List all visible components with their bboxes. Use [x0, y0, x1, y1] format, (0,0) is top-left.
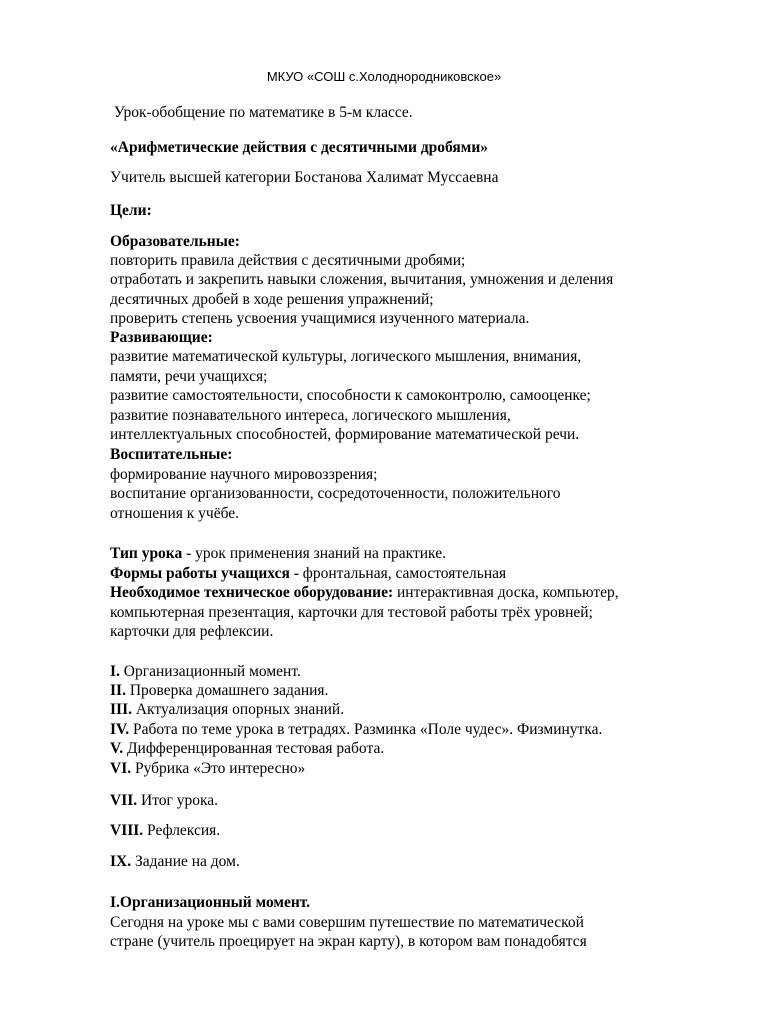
equipment: Необходимое техническое оборудование: интерактивная доска, компьютер,: [110, 584, 619, 601]
developing-line: развитие самостоятельности, способности к самоконтролю, самооценке;: [110, 387, 591, 404]
developing-line: интеллектуальных способностей, формирование математической речи.: [110, 426, 580, 443]
educational-heading: Образовательные:: [110, 233, 240, 250]
developing-line: памяти, речи учащихся;: [110, 368, 268, 385]
plan-item: IX. Задание на дом.: [110, 853, 240, 870]
school-header: МКУО «СОШ с.Холоднородниковское»: [266, 69, 502, 84]
plan-item: VI. Рубрика «Это интересно»: [110, 760, 306, 777]
upbringing-line: отношения к учёбе.: [110, 505, 240, 522]
developing-line: развитие познавательного интереса, логического мышления,: [110, 407, 511, 424]
educational-line: отработать и закрепить навыки сложения, вычитания, умножения и деления: [110, 271, 614, 288]
lesson-type: Тип урока - урок применения знаний на практике.: [110, 545, 446, 562]
developing-heading: Развивающие:: [110, 329, 213, 346]
plan-item: V. Дифференцированная тестовая работа.: [110, 740, 385, 757]
educational-line: повторить правила действия с десятичными дробями;: [110, 252, 466, 269]
plan-item: I. Организационный момент.: [110, 663, 301, 680]
equipment-line: карточки для рефлексии.: [110, 623, 274, 640]
section1-line: Сегодня на уроке мы с вами совершим путешествие по математической: [110, 914, 584, 931]
plan-item: IV. Работа по теме урока в тетрадях. Разминка «Поле чудес». Физминутка.: [110, 721, 603, 738]
upbringing-heading: Воспитательные:: [110, 446, 233, 463]
plan-item: II. Проверка домашнего задания.: [110, 682, 329, 699]
section1-line: стране (учитель проецирует на экран карту), в котором вам понадобятся: [110, 933, 587, 950]
work-forms: Формы работы учащихся - фронтальная, самостоятельная: [110, 565, 507, 582]
plan-item: VII. Итог урока.: [110, 792, 219, 809]
plan-item: III. Актуализация опорных знаний.: [110, 701, 345, 718]
goals-heading: Цели:: [110, 202, 152, 219]
educational-line: десятичных дробей в ходе решения упражнений;: [110, 291, 434, 308]
upbringing-line: воспитание организованности, сосредоточенности, положительного: [110, 485, 561, 502]
lesson-topic: «Арифметические действия с десятичными дробями»: [110, 139, 489, 156]
equipment-line: компьютерная презентация, карточки для тестовой работы трёх уровней;: [110, 604, 593, 621]
plan-item: VIII. Рефлексия.: [110, 822, 221, 839]
section1-heading: I.Организационный момент.: [110, 894, 311, 911]
teacher-line: Учитель высшей категории Бостанова Халимат Муссаевна: [110, 169, 499, 186]
developing-line: развитие математической культуры, логического мышления, внимания,: [110, 348, 582, 365]
upbringing-line: формирование научного мировоззрения;: [110, 466, 378, 483]
educational-line: проверить степень усвоения учащимися изученного материала.: [110, 310, 530, 327]
lesson-title: Урок-обобщение по математике в 5-м классе.: [113, 104, 413, 121]
